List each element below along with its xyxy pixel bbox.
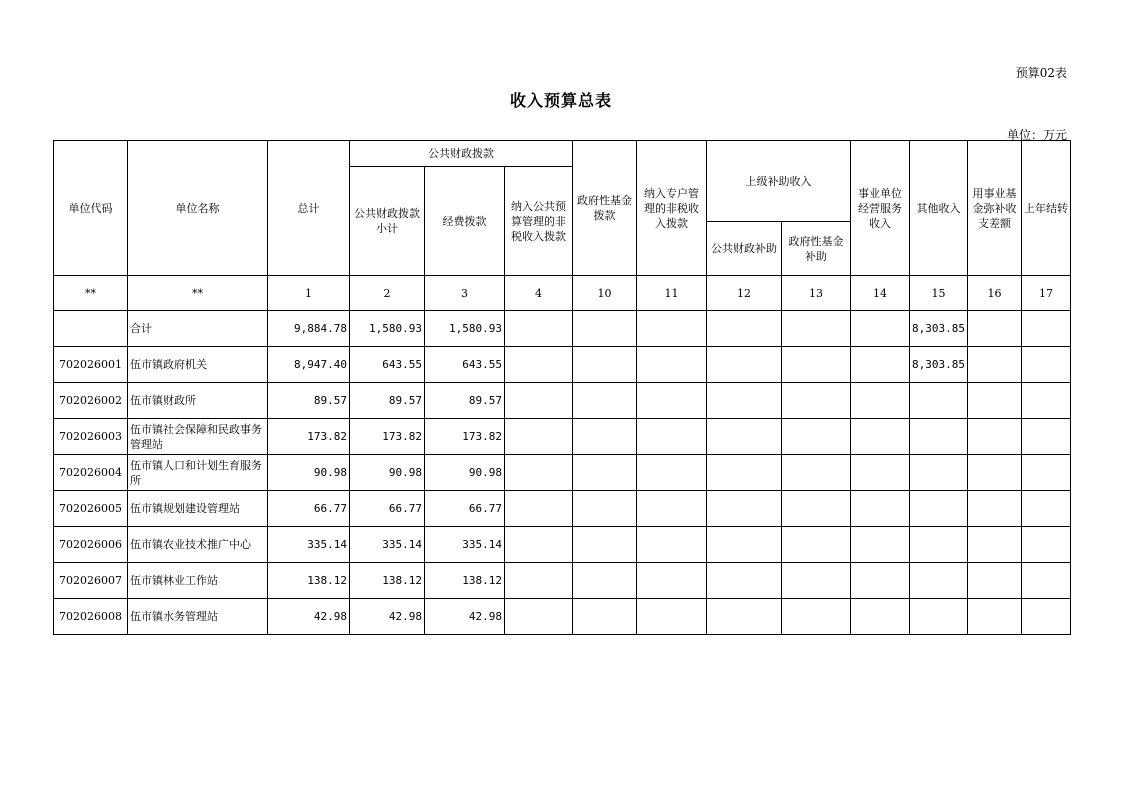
table-row: [54, 491, 1071, 527]
gov-fund-subsidy-cell: [782, 455, 851, 491]
header-other-income: 其他收入: [910, 141, 968, 276]
total-cell: 66.77: [268, 491, 350, 527]
header-non-tax-income: 纳入公共预算管理的非税收入拨款: [505, 167, 573, 276]
unit-name-cell: 伍市镇林业工作站: [128, 563, 268, 599]
public-finance-subtotal-cell: 173.82: [350, 419, 425, 455]
special-non-tax-cell: [637, 419, 707, 455]
gov-fund-subsidy-cell: [782, 383, 851, 419]
gov-fund-cell: [573, 599, 637, 635]
unit-code-cell: 702026001: [54, 347, 128, 383]
index-cell: 15: [910, 276, 968, 311]
unit-code-cell: 702026005: [54, 491, 128, 527]
unit-name-cell: 伍市镇人口和计划生育服务所: [128, 455, 268, 491]
public-finance-subsidy-cell: [707, 563, 782, 599]
total-cell: 138.12: [268, 563, 350, 599]
unit-code-cell: 702026004: [54, 455, 128, 491]
gov-fund-subsidy-cell: [782, 311, 851, 347]
funding-cell: 90.98: [425, 455, 505, 491]
other-income-cell: [910, 599, 968, 635]
gov-fund-subsidy-cell: [782, 563, 851, 599]
public-finance-subtotal-cell: 42.98: [350, 599, 425, 635]
other-income-cell: [910, 527, 968, 563]
header-carryover: 上年结转: [1021, 141, 1070, 276]
column-index-row: [54, 276, 1071, 311]
business-service-cell: [851, 527, 910, 563]
non-tax-income-cell: [505, 383, 573, 419]
header-public-finance-subtotal: 公共财政拨款小计: [350, 167, 425, 276]
total-cell: 42.98: [268, 599, 350, 635]
index-cell: 11: [637, 276, 707, 311]
other-income-cell: [910, 491, 968, 527]
public-finance-subsidy-cell: [707, 419, 782, 455]
public-finance-subtotal-cell: 335.14: [350, 527, 425, 563]
unit-code-cell: 702026007: [54, 563, 128, 599]
index-cell: **: [128, 276, 268, 311]
public-finance-subtotal-cell: 643.55: [350, 347, 425, 383]
business-service-cell: [851, 311, 910, 347]
special-non-tax-cell: [637, 563, 707, 599]
income-budget-table: [53, 140, 1071, 635]
table-body: [54, 311, 1071, 635]
other-income-cell: 8,303.85: [910, 311, 968, 347]
page-title: 收入预算总表: [509, 91, 612, 110]
business-service-cell: [851, 599, 910, 635]
unit-name-cell: 伍市镇农业技术推广中心: [128, 527, 268, 563]
unit-label: 单位：万元: [1006, 128, 1067, 142]
business-service-cell: [851, 455, 910, 491]
header-unit-code: 单位代码: [54, 141, 128, 276]
gov-fund-cell: [573, 527, 637, 563]
header-gov-fund: 政府性基金拨款: [573, 141, 637, 276]
non-tax-income-cell: [505, 347, 573, 383]
other-income-cell: [910, 419, 968, 455]
gov-fund-cell: [573, 419, 637, 455]
header-fund-balance: 用事业基金弥补收支差额: [967, 141, 1021, 276]
header-special-non-tax: 纳入专户管理的非税收入拨款: [637, 141, 707, 276]
funding-cell: 335.14: [425, 527, 505, 563]
fund-balance-cell: [967, 311, 1021, 347]
index-cell: 12: [707, 276, 782, 311]
funding-cell: 42.98: [425, 599, 505, 635]
index-cell: 3: [425, 276, 505, 311]
non-tax-income-cell: [505, 491, 573, 527]
gov-fund-cell: [573, 311, 637, 347]
public-finance-subtotal-cell: 66.77: [350, 491, 425, 527]
non-tax-income-cell: [505, 527, 573, 563]
total-cell: 335.14: [268, 527, 350, 563]
special-non-tax-cell: [637, 311, 707, 347]
non-tax-income-cell: [505, 419, 573, 455]
public-finance-subtotal-cell: 90.98: [350, 455, 425, 491]
index-cell: 13: [782, 276, 851, 311]
total-cell: 8,947.40: [268, 347, 350, 383]
fund-balance-cell: [967, 491, 1021, 527]
gov-fund-cell: [573, 455, 637, 491]
non-tax-income-cell: [505, 563, 573, 599]
public-finance-subsidy-cell: [707, 347, 782, 383]
unit-name-cell: 伍市镇水务管理站: [128, 599, 268, 635]
gov-fund-cell: [573, 491, 637, 527]
total-cell: 9,884.78: [268, 311, 350, 347]
carryover-cell: [1021, 599, 1070, 635]
funding-cell: 66.77: [425, 491, 505, 527]
index-cell: **: [54, 276, 128, 311]
table-row: [54, 383, 1071, 419]
special-non-tax-cell: [637, 527, 707, 563]
unit-code-cell: 702026003: [54, 419, 128, 455]
unit-name-cell: 伍市镇政府机关: [128, 347, 268, 383]
public-finance-subsidy-cell: [707, 599, 782, 635]
other-income-cell: 8,303.85: [910, 347, 968, 383]
table-row: [54, 419, 1071, 455]
gov-fund-subsidy-cell: [782, 347, 851, 383]
fund-balance-cell: [967, 527, 1021, 563]
form-number: 预算02表: [1015, 66, 1067, 80]
unit-code-cell: 702026006: [54, 527, 128, 563]
fund-balance-cell: [967, 455, 1021, 491]
other-income-cell: [910, 563, 968, 599]
funding-cell: 89.57: [425, 383, 505, 419]
gov-fund-subsidy-cell: [782, 527, 851, 563]
public-finance-subsidy-cell: [707, 527, 782, 563]
unit-name-cell: 伍市镇社会保障和民政事务管理站: [128, 419, 268, 455]
fund-balance-cell: [967, 563, 1021, 599]
carryover-cell: [1021, 563, 1070, 599]
unit-code-cell: 702026002: [54, 383, 128, 419]
unit-name-cell: 合计: [128, 311, 268, 347]
fund-balance-cell: [967, 419, 1021, 455]
business-service-cell: [851, 383, 910, 419]
business-service-cell: [851, 347, 910, 383]
funding-cell: 643.55: [425, 347, 505, 383]
total-cell: 173.82: [268, 419, 350, 455]
header-total: 总计: [268, 141, 350, 276]
public-finance-subsidy-cell: [707, 491, 782, 527]
public-finance-subtotal-cell: 138.12: [350, 563, 425, 599]
gov-fund-cell: [573, 383, 637, 419]
header-public-finance: 公共财政拨款: [350, 141, 573, 167]
total-cell: 90.98: [268, 455, 350, 491]
carryover-cell: [1021, 527, 1070, 563]
total-cell: 89.57: [268, 383, 350, 419]
total-row: [54, 311, 1071, 347]
index-cell: 16: [967, 276, 1021, 311]
carryover-cell: [1021, 347, 1070, 383]
business-service-cell: [851, 419, 910, 455]
gov-fund-cell: [573, 347, 637, 383]
other-income-cell: [910, 383, 968, 419]
public-finance-subsidy-cell: [707, 311, 782, 347]
public-finance-subtotal-cell: 1,580.93: [350, 311, 425, 347]
non-tax-income-cell: [505, 311, 573, 347]
special-non-tax-cell: [637, 347, 707, 383]
gov-fund-subsidy-cell: [782, 491, 851, 527]
other-income-cell: [910, 455, 968, 491]
public-finance-subtotal-cell: 89.57: [350, 383, 425, 419]
gov-fund-cell: [573, 563, 637, 599]
special-non-tax-cell: [637, 383, 707, 419]
table-header: [54, 141, 1071, 311]
index-cell: 2: [350, 276, 425, 311]
business-service-cell: [851, 563, 910, 599]
funding-cell: 1,580.93: [425, 311, 505, 347]
index-cell: 17: [1021, 276, 1070, 311]
fund-balance-cell: [967, 383, 1021, 419]
header-public-finance-subsidy: 公共财政补助: [707, 222, 782, 276]
table-row: [54, 563, 1071, 599]
header-superior-subsidy: 上级补助收入: [707, 141, 851, 222]
non-tax-income-cell: [505, 455, 573, 491]
table-row: [54, 599, 1071, 635]
unit-code-cell: [54, 311, 128, 347]
fund-balance-cell: [967, 347, 1021, 383]
special-non-tax-cell: [637, 455, 707, 491]
header-business-service: 事业单位经营服务收入: [851, 141, 910, 276]
fund-balance-cell: [967, 599, 1021, 635]
carryover-cell: [1021, 455, 1070, 491]
funding-cell: 138.12: [425, 563, 505, 599]
index-cell: 10: [573, 276, 637, 311]
special-non-tax-cell: [637, 599, 707, 635]
header-funding: 经费拨款: [425, 167, 505, 276]
carryover-cell: [1021, 491, 1070, 527]
unit-name-cell: 伍市镇财政所: [128, 383, 268, 419]
gov-fund-subsidy-cell: [782, 599, 851, 635]
public-finance-subsidy-cell: [707, 455, 782, 491]
index-cell: 14: [851, 276, 910, 311]
gov-fund-subsidy-cell: [782, 419, 851, 455]
carryover-cell: [1021, 311, 1070, 347]
funding-cell: 173.82: [425, 419, 505, 455]
carryover-cell: [1021, 419, 1070, 455]
table-row: [54, 527, 1071, 563]
index-cell: 1: [268, 276, 350, 311]
index-cell: 4: [505, 276, 573, 311]
special-non-tax-cell: [637, 491, 707, 527]
header-unit-name: 单位名称: [128, 141, 268, 276]
public-finance-subsidy-cell: [707, 383, 782, 419]
unit-code-cell: 702026008: [54, 599, 128, 635]
unit-name-cell: 伍市镇规划建设管理站: [128, 491, 268, 527]
table-row: [54, 347, 1071, 383]
business-service-cell: [851, 491, 910, 527]
non-tax-income-cell: [505, 599, 573, 635]
header-gov-fund-subsidy: 政府性基金补助: [782, 222, 851, 276]
table-row: [54, 455, 1071, 491]
carryover-cell: [1021, 383, 1070, 419]
